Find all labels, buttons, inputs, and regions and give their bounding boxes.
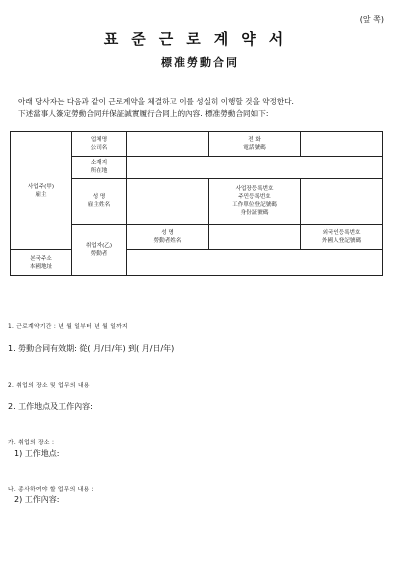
address-value[interactable]: [127, 156, 383, 179]
home-address-ko: 본국주소: [30, 255, 52, 262]
job-content-ko: 나. 종사하여야 할 업무의 내용 :: [8, 487, 94, 493]
company-label-zh: 公司名: [90, 144, 108, 151]
employer-party-cell: [11, 132, 72, 250]
worker-name-zh: 勞動者姓名: [153, 237, 182, 244]
company-value[interactable]: [127, 132, 209, 157]
contract-period-zh: 1. 勞動合同有效期: 從( 月/日/年) 到( 月/日/年): [8, 344, 175, 353]
home-address-label: [11, 250, 72, 276]
workplace-heading-zh: 2. 工作地点及工作內容:: [8, 402, 93, 411]
page-label: (앞 쪽): [359, 15, 384, 24]
idno-zh: 身份証號碼: [240, 210, 269, 217]
title-chinese: 標准勞動合同: [161, 56, 239, 69]
registration-value[interactable]: [301, 179, 383, 224]
title-korean: 표준근로계약서: [103, 30, 297, 48]
intro-korean: 아래 당사자는 다음과 같이 근로계약을 체결하고 이를 성실히 이행할 것을 약정한다.: [18, 97, 294, 106]
worker-party-ko: 취업자(乙): [85, 242, 113, 249]
company-label: [72, 132, 127, 157]
employer-party-zh: 雇主: [35, 191, 47, 198]
workplace-heading-ko: 2. 취업의 장소 및 업무의 내용: [8, 383, 90, 389]
resno-ko: 주민등록번호: [238, 194, 271, 201]
foreign-reg-label: [301, 224, 383, 250]
party-info-table: [10, 131, 383, 276]
job-content-zh: 2) 工作內容:: [14, 495, 60, 504]
worker-name-label: [127, 224, 209, 250]
employer-name-zh: 雇主姓名: [87, 202, 111, 209]
foreign-reg-ko: 외국인등록번호: [322, 229, 361, 236]
phone-label: [209, 132, 301, 157]
worker-party-zh: 勞動者: [90, 250, 108, 257]
address-label-zh: 所在地: [90, 168, 108, 175]
workplace-location-ko: 가. 취업의 장소 :: [8, 440, 55, 446]
bizno-ko: 사업장등록번호: [235, 186, 274, 193]
worker-name-value[interactable]: [209, 224, 301, 250]
employer-name-ko: 성 명: [92, 194, 106, 201]
employer-name-label: [72, 179, 127, 224]
phone-label-ko: 전 화: [248, 136, 261, 143]
home-address-zh: 本國地址: [29, 263, 53, 270]
address-label-ko: 소재지: [90, 160, 108, 167]
employer-name-value[interactable]: [127, 179, 209, 224]
contract-period-ko: 1. 근로계약기간 : 년 월 일부터 년 월 일까지: [8, 324, 128, 330]
phone-label-zh: 電話號碼: [243, 144, 266, 151]
workplace-location-zh: 1) 工作地点:: [14, 449, 60, 458]
address-label: [72, 156, 127, 179]
worker-name-ko: 성 명: [161, 229, 174, 236]
intro-chinese: 下述當事人簽定勞動合同幷保証誠實履行合同上的內容. 標准勞動合同如下:: [18, 109, 269, 118]
worker-party-cell: [72, 224, 127, 275]
home-address-value[interactable]: [127, 250, 383, 276]
bizno-zh: 工作單位登記號碼: [232, 202, 277, 209]
company-label-ko: 업체명: [90, 136, 108, 143]
foreign-reg-zh: 外國人登記號碼: [321, 237, 362, 244]
phone-value[interactable]: [301, 132, 383, 157]
registration-label: [209, 179, 301, 224]
employer-party-ko: 사업주(甲): [27, 183, 55, 190]
